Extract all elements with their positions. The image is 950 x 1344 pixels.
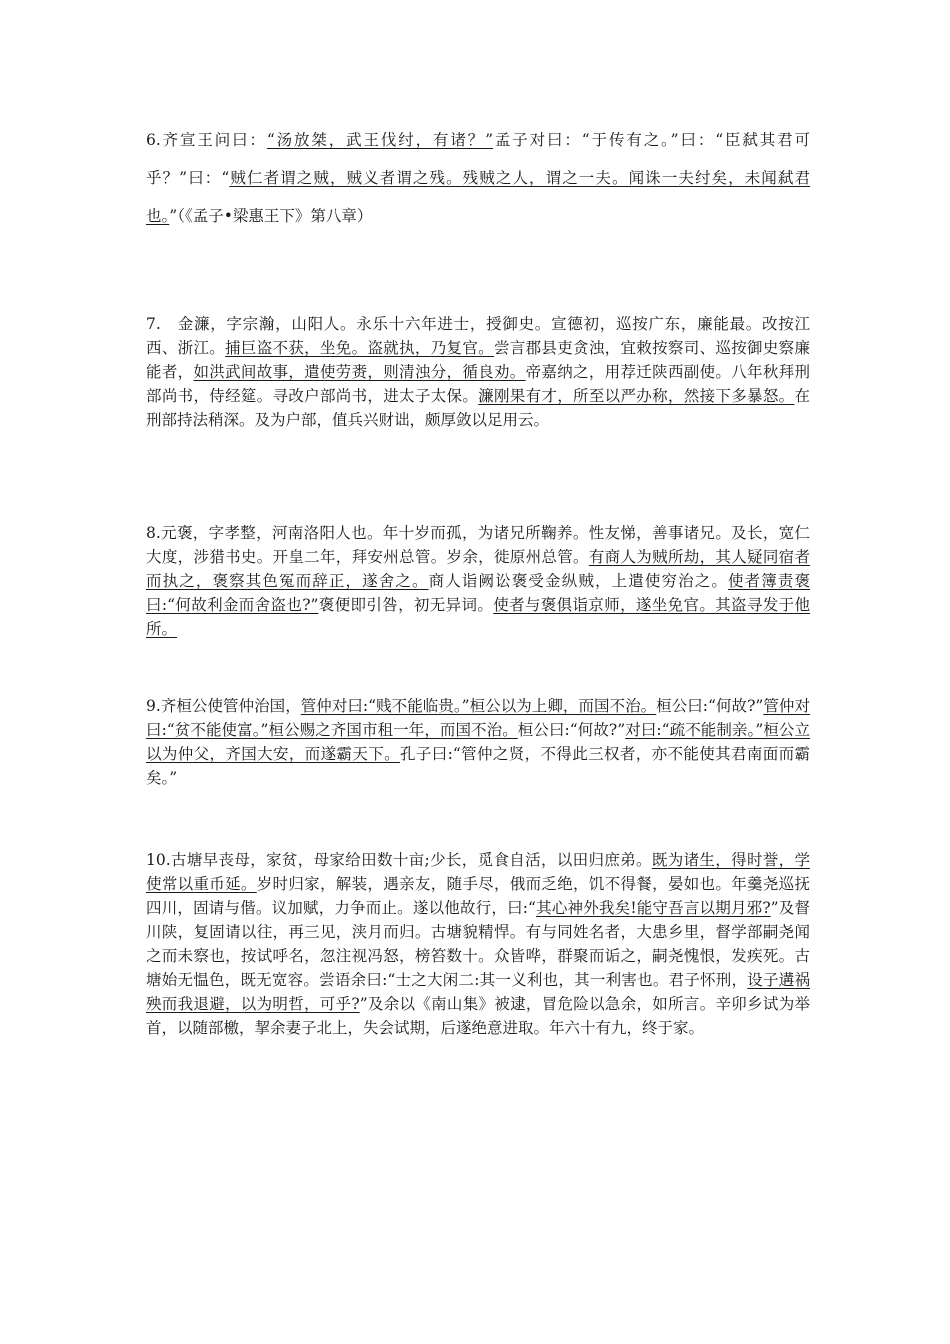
text-segment: 褒便即引咎，初无异词。 [318, 596, 494, 614]
text-segment: ”（《孟子•梁惠王下》第八章） [169, 207, 373, 225]
underlined-text-segment: 既为诸生，得时誉，学使常以重币延。 [146, 851, 810, 893]
underlined-text-segment: 设子遘祸殃而我退避，以为明哲，可乎? [146, 971, 810, 1013]
underlined-text-segment: 使者与褒俱诣京师，遂坐免官。其盗寻发于他所。 [146, 596, 810, 638]
passage-6 [146, 121, 810, 235]
underlined-text-segment: 如洪武间故事，遣使劳赉，则清浊分，循良劝。 [193, 363, 526, 381]
text-segment: 帝嘉纳之，用荐迁陕西副使。八年秋拜刑部尚书，侍经筵。寻改户部尚书，进太子太保。 [146, 363, 810, 405]
text-segment: 尝言郡县吏贪浊，宜敕按察司、巡按御史察廉能者， [146, 339, 810, 381]
text-segment: 桓公曰:“何故?” [517, 721, 626, 739]
underlined-text-segment: 贼仁者谓之贼，贼义者谓之残。残贼之人，谓之一夫。闻诛一夫纣矣，未闻弑君也。 [146, 169, 810, 225]
text-segment: 8.元褒，字孝整，河南洛阳人也。年十岁而孤，为诸兄所鞠养。性友悌，善事诸兄。及长，宽仁大度，涉猎书史。开皇二年，拜安州总管。岁余，徙原州总管。 [146, 524, 810, 566]
text-segment: 孟子对曰：“于传有之。”曰：“臣弑其君可乎？”曰：“ [146, 131, 810, 187]
passage-7 [146, 312, 810, 432]
text-segment: 桓公曰:“何故?” [656, 697, 764, 715]
text-segment: 在刑部持法稍深。及为户部，值兵兴财诎，颇厚敛以足用云。 [146, 387, 810, 429]
text-segment: 孔子曰:“管仲之贤，不得此三权者，亦不能使其君南面而霸矣。” [146, 745, 810, 787]
underlined-text-segment: 使者簿责褒曰:“何故利金而舍盗也?” [146, 572, 810, 614]
text-segment: 10.古塘早丧母，家贫，母家给田数十亩;少长，觅食自活，以田归庶弟。 [146, 851, 652, 869]
underlined-text-segment: 管仲对曰:“贱不能临贵。”桓公以为上卿，而国不治。 [300, 697, 657, 715]
text-segment: 商人诣阙讼褒受金纵贼，上遣使穷治之。 [428, 572, 728, 590]
underlined-text-segment: 捕巨盗不获，坐免。盗就执，乃复官。 [225, 339, 494, 357]
text-segment: 9.齐桓公使管仲治国， [146, 697, 301, 715]
passage-10 [146, 848, 810, 1040]
underlined-text-segment: 濂刚果有才，所至以严办称，然接下多暴怒。 [478, 387, 795, 405]
underlined-text-segment: 管仲对曰:“贫不能使富。”桓公赐之齐国市租一年，而国不治。 [146, 697, 810, 739]
text-segment: ”及余以《南山集》被逮，冒危险以急余，如所言。辛卯乡试为举首，以随部檄，挈余妻子北上，失会试期，后遂绝意进取。年六十有九，终于家。 [146, 995, 810, 1037]
passage-9 [146, 694, 810, 790]
passage-8 [146, 521, 810, 641]
underlined-text-segment: 有商人为贼所劫，其人疑同宿者而执之，褒察其色冤而辞正，遂舍之。 [146, 548, 810, 590]
underlined-text-segment: 对曰:“疏不能制亲。”桓公立以为仲父，齐国大安，而遂霸天下。 [146, 721, 810, 763]
underlined-text-segment: “汤放桀，武王伐纣，有诸？” [266, 131, 494, 149]
text-segment: 6.齐宣王问曰： [146, 131, 267, 149]
underlined-text-segment: 其心神外我矣!能守吾言以期月邪? [535, 899, 771, 917]
text-segment: 7. 金濂，字宗瀚，山阳人。永乐十六年进士，授御史。宣德初，巡按广东，廉能最。改按江西、浙江。 [146, 315, 810, 357]
text-segment: 岁时归家，解装，遇亲友，随手尽，俄而乏绝，饥不得餐，晏如也。年羹尧巡抚四川，固请与偕。议加赋，力争而止。遂以他故行，曰:“ [146, 875, 810, 917]
text-segment: ”及督川陕，复固请以往，再三见，浃月而归。古塘貌精悍。有与同姓名者，大患乡里，督学部嗣尧闻之而未察也，按试呼名，忽注视冯怒，榜笞数十。众皆哗，群聚而诟之，嗣尧愧恨，发疾死。古塘始无愠色，既无宽容。尝语余曰:“士之大闲二:其一义利也，其一利害也。君子怀刑， [146, 899, 810, 989]
